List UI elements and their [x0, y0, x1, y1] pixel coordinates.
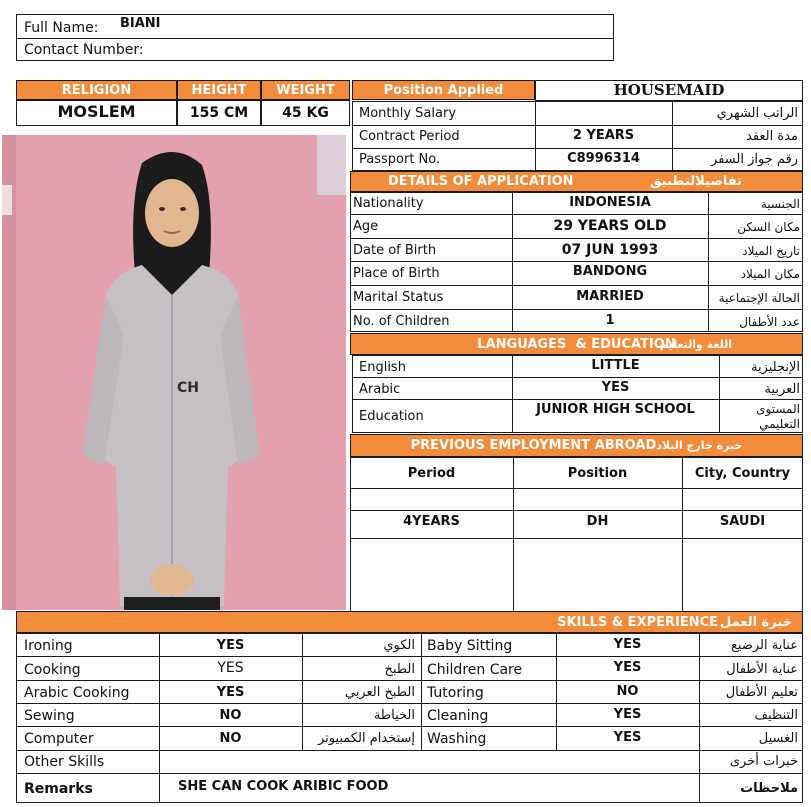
height-header: HEIGHT: [177, 80, 261, 100]
weight-value: 45 KG: [282, 105, 329, 121]
language-arabic: الإنجليزية: [750, 360, 800, 375]
skill-label: Sewing: [24, 708, 75, 724]
contract-row-line: [352, 125, 803, 126]
detail-arabic: مكان الميلاد: [740, 267, 800, 281]
skills-row-line: [16, 750, 803, 751]
detail-label: Age: [353, 219, 379, 234]
language-label: English: [359, 360, 406, 375]
skills-title-ar: خبرة العمل: [720, 614, 792, 630]
skills-col-line: [421, 633, 422, 750]
skill-label: Computer: [24, 731, 94, 747]
skill-value: YES: [613, 730, 642, 745]
skill-value: YES: [217, 660, 244, 676]
languages-row-line: [352, 399, 803, 400]
skill-value: YES: [613, 707, 642, 722]
skill-label: Arabic Cooking: [24, 685, 130, 701]
skill-arabic: الكوي: [383, 638, 415, 653]
details-table: [350, 192, 803, 332]
education-arabic-line2: التعليمي: [759, 417, 800, 431]
position-applied-header: Position Applied: [352, 80, 535, 100]
employment-row-line: [350, 488, 803, 489]
skill-value: YES: [216, 685, 245, 700]
skill-label: Washing: [427, 731, 487, 747]
contract-arabic: الراتب الشهري: [716, 106, 798, 121]
contract-value: C8996314: [567, 151, 640, 166]
contract-label: Monthly Salary: [359, 106, 457, 121]
detail-arabic: مكان السكن: [737, 220, 800, 234]
employment-row-line: [350, 510, 803, 511]
skill-arabic: الطبخ العربي: [344, 685, 415, 700]
skill-arabic: الخياطة: [373, 708, 415, 723]
languages-col-line: [719, 355, 720, 433]
full-name-value: BIANI: [120, 16, 161, 31]
skill-value: YES: [613, 637, 642, 652]
employment-row-line: [350, 538, 803, 539]
remarks-arabic: ملاحظات: [740, 781, 798, 796]
languages-title-ar: اللغة والتعليم: [659, 337, 732, 351]
skill-arabic: إستخدام الكمبيوتر: [317, 731, 415, 746]
skill-label: Baby Sitting: [427, 638, 513, 654]
details-row-line: [350, 214, 803, 215]
skills-row-line: [16, 656, 803, 657]
education-arabic-line1: المستوى: [756, 402, 800, 416]
details-row-line: [350, 285, 803, 286]
details-header: [350, 171, 803, 192]
contract-row-line: [352, 148, 803, 149]
skill-arabic: الطبخ: [384, 662, 415, 677]
skill-label: Children Care: [427, 662, 523, 678]
remarks-value: SHE CAN COOK ARIBIC FOOD: [178, 779, 389, 794]
details-row-line: [350, 238, 803, 239]
contract-label: Passport No.: [359, 152, 441, 167]
skills-col-line: [302, 633, 303, 750]
detail-value: MARRIED: [576, 289, 644, 304]
skill-arabic: الغسيل: [758, 731, 798, 746]
skill-label: Cooking: [24, 662, 81, 678]
skill-label: Ironing: [24, 638, 73, 654]
employment-title-en: PREVIOUS EMPLOYMENT ABROAD: [410, 438, 657, 453]
skill-value: YES: [216, 638, 245, 653]
skill-label: Cleaning: [427, 708, 489, 724]
full-name-label: Full Name:: [24, 20, 99, 36]
detail-label: Nationality: [353, 196, 424, 211]
skill-arabic: تعليم الأطفال: [725, 685, 798, 700]
skill-value: NO: [219, 708, 242, 723]
remarks-label: Remarks: [24, 781, 93, 797]
employment-period: 4YEARS: [403, 514, 460, 529]
detail-label: Marital Status: [353, 290, 444, 305]
language-arabic: العربية: [764, 382, 800, 397]
employment-position: DH: [586, 514, 609, 529]
contract-value: 2 YEARS: [572, 128, 635, 143]
details-row-line: [350, 309, 803, 310]
employment-col-period: Period: [407, 466, 456, 481]
skill-value: NO: [616, 684, 639, 699]
religion-header: RELIGION: [16, 80, 177, 100]
detail-label: No. of Children: [353, 314, 450, 329]
skills-header: [16, 611, 803, 633]
details-title-ar: تفاصيلالتطبيق: [649, 174, 742, 189]
skill-arabic: عناية الأطفال: [726, 662, 798, 677]
applicant-photo: [2, 135, 346, 610]
detail-value: 1: [605, 313, 615, 328]
employment-col-position: Position: [567, 466, 628, 481]
detail-label: Place of Birth: [353, 266, 440, 281]
skills-row-line: [16, 773, 803, 774]
detail-arabic: تاريخ الميلاد: [742, 244, 800, 258]
language-value: YES: [601, 380, 630, 395]
contact-number-label: Contact Number:: [24, 42, 144, 58]
detail-value: 29 YEARS OLD: [553, 218, 667, 234]
detail-value: INDONESIA: [569, 195, 651, 210]
skills-row-line: [16, 680, 803, 681]
other-skills-label: Other Skills: [24, 754, 105, 770]
skill-arabic: عناية الرضيع: [731, 638, 798, 653]
skill-label: Tutoring: [427, 685, 484, 701]
language-label: Arabic: [359, 382, 401, 397]
skill-value: YES: [613, 660, 642, 675]
details-row-line: [350, 261, 803, 262]
detail-arabic: الحالة الإجتماعية: [718, 291, 800, 305]
languages-title-en: LANGUAGES & EDUCATION: [477, 336, 676, 352]
employment-title-ar: خبرة خارج البلاد: [656, 439, 743, 452]
details-col-line: [708, 192, 709, 332]
skill-value: NO: [219, 731, 242, 746]
contract-label: Contract Period: [359, 129, 460, 144]
contract-arabic: مدة العقد: [746, 129, 798, 144]
height-value: 155 CM: [189, 105, 249, 121]
skills-row-line: [16, 726, 803, 727]
shirt-print: CH: [177, 380, 199, 396]
details-title-en: DETAILS OF APPLICATION: [388, 174, 574, 189]
religion-value: MOSLEM: [57, 102, 136, 121]
header-divider: [16, 38, 614, 39]
details-col-line: [512, 192, 513, 332]
employment-header: [350, 434, 803, 457]
languages-row-line: [352, 377, 803, 378]
detail-value: BANDONG: [572, 264, 648, 279]
position-applied-value: HOUSEMAID: [613, 81, 725, 99]
education-value: JUNIOR HIGH SCHOOL: [536, 402, 695, 417]
detail-value: 07 JUN 1993: [561, 242, 659, 258]
education-label: Education: [359, 409, 424, 424]
detail-arabic: عدد الأطفال: [739, 315, 800, 329]
skills-col-line: [699, 633, 700, 803]
detail-label: Date of Birth: [353, 243, 437, 258]
language-value: LITTLE: [591, 358, 640, 373]
contract-col-line: [672, 101, 673, 171]
skill-arabic: التنظيف: [754, 708, 798, 723]
languages-header: [350, 333, 803, 355]
employment-city: SAUDI: [719, 514, 766, 529]
skills-title-en: SKILLS & EXPERIENCE: [557, 614, 719, 630]
employment-col-city: City, Country: [694, 466, 791, 481]
other-skills-arabic: خبرات أخرى: [729, 754, 798, 769]
skills-row-line: [16, 703, 803, 704]
applicant-photo-illustration: [2, 135, 346, 610]
contract-arabic: رقم جواز السفر: [711, 152, 798, 167]
weight-header: WEIGHT: [261, 80, 350, 100]
detail-arabic: الجنسية: [760, 197, 800, 211]
